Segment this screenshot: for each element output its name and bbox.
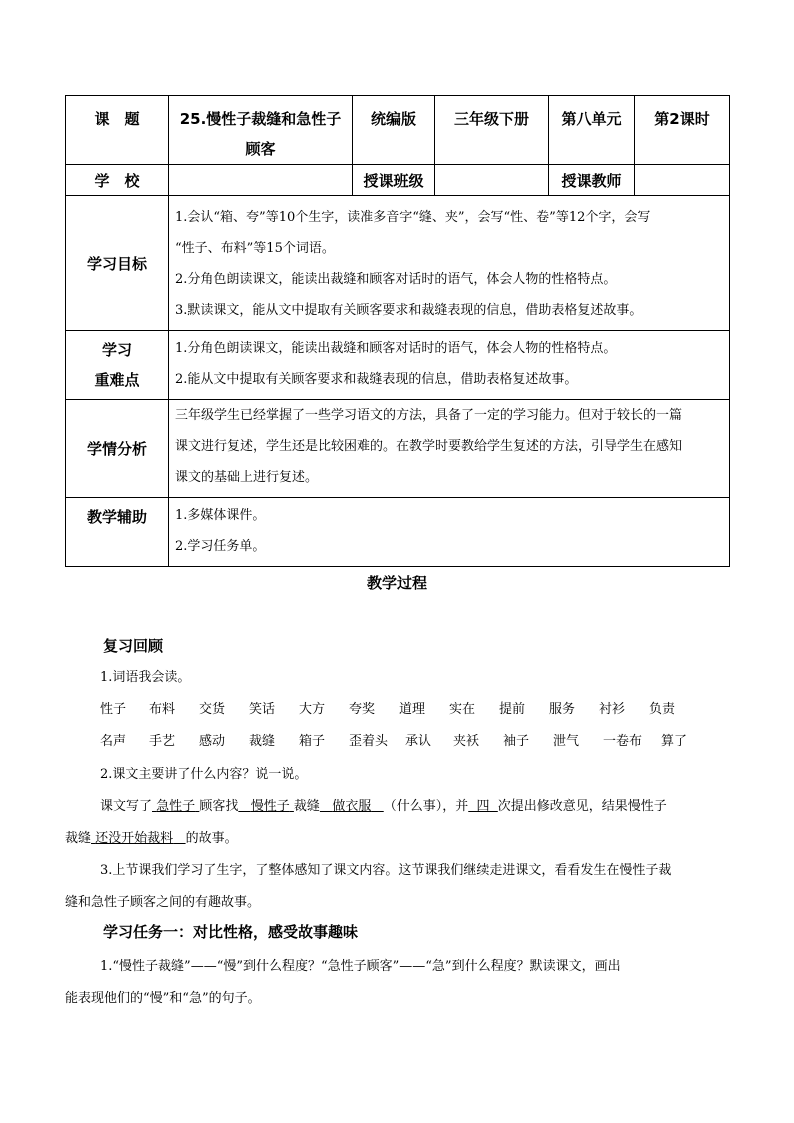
- key-points-label-1: 学习: [101, 341, 132, 359]
- teacher-label: 授课教师: [549, 165, 635, 196]
- review-heading: 复习回顾: [103, 637, 164, 655]
- aids-content: [169, 498, 730, 567]
- school-label: 学 校: [66, 165, 169, 196]
- lesson-title: 25.慢性子裁缝和急性子顾客: [169, 96, 353, 165]
- fill-text: 的故事。: [185, 831, 238, 846]
- goals-content: [169, 196, 730, 331]
- key-point-line: 2.能从文中提取有关顾客要求和裁缝表现的信息，借助表格复述故事。: [175, 372, 578, 387]
- fill-answer: [320, 799, 384, 814]
- key-points-label-2: 重难点: [94, 371, 140, 389]
- vocab-word: 性子: [100, 702, 127, 717]
- fill-text: 裁缝: [293, 799, 320, 814]
- goal-line: 3.默读课文，能从文中提取有关顾客要求和裁缝表现的信息，借助表格复述故事。: [175, 303, 643, 318]
- vocab-word: 承认: [405, 734, 432, 749]
- q3-line-1: 3.上节课我们学习了生字，了整体感知了课文内容。这节课我们继续走进课文，看看发生在慢性子裁: [100, 863, 672, 878]
- fill-answer-text: 还没开始裁料: [95, 831, 174, 846]
- vocab-word: 袖子: [503, 734, 530, 749]
- vocab-word: 衬衫: [599, 702, 626, 717]
- vocab-word: 手艺: [149, 734, 176, 749]
- fill-text: 次提出修改意见，结果慢性子: [497, 799, 667, 814]
- vocab-word: 泄气: [553, 734, 580, 749]
- fill-answer-text: 急性子: [156, 799, 196, 814]
- key-points-row: [66, 331, 730, 400]
- school-row: [66, 165, 730, 196]
- vocab-word: 负责: [649, 702, 676, 717]
- fill-answer: [468, 799, 498, 814]
- task1-heading: 学习任务一：对比性格，感受故事趣味: [103, 923, 359, 941]
- key-point-line: 1.分角色朗读课文，能读出裁缝和顾客对话时的语气，体会人物的性格特点。: [175, 341, 617, 356]
- vocab-word: 夹袄: [453, 734, 480, 749]
- teacher-value: [635, 165, 730, 196]
- grade: 三年级下册: [435, 96, 549, 165]
- key-points-label: [66, 331, 169, 400]
- fill-text: 课文写了: [100, 799, 153, 814]
- goals-label: 学习目标: [66, 196, 169, 331]
- fill-answer-text: 慢性子: [250, 799, 290, 814]
- vocab-word: 夸奖: [349, 702, 376, 717]
- vocab-row-1: [100, 698, 764, 717]
- fill-text: 裁缝: [65, 831, 92, 846]
- vocab-row-2: [100, 730, 764, 749]
- aids-row: [66, 498, 730, 567]
- vocab-word: 感动: [199, 734, 226, 749]
- vocab-word: 交货: [199, 702, 226, 717]
- vocab-word: 一卷布: [603, 734, 643, 749]
- lesson-info-table: [65, 95, 730, 567]
- fill-answer: [91, 831, 186, 846]
- vocab-word: 歪着头: [349, 734, 389, 749]
- fill-line-1: [100, 795, 764, 814]
- fill-answer: [152, 799, 199, 814]
- q2-line: 2.课文主要讲了什么内容？说一说。: [100, 767, 308, 782]
- class-label: 授课班级: [353, 165, 435, 196]
- lesson-label: 课 题: [66, 96, 169, 165]
- vocab-word: 大方: [299, 702, 326, 717]
- analysis-row: [66, 400, 730, 498]
- process-title: 教学过程: [366, 574, 427, 592]
- analysis-line: 三年级学生已经掌握了一些学习语文的方法，具备了一定的学习能力。但对于较长的一篇: [175, 408, 683, 423]
- aids-label: 教学辅助: [66, 498, 169, 567]
- q3-line-2: 缝和急性子顾客之间的有趣故事。: [65, 895, 261, 910]
- fill-text: 顾客找: [199, 799, 239, 814]
- header-row: [66, 96, 730, 165]
- vocab-word: 服务: [549, 702, 576, 717]
- task1-line-2: 能表现他们的“慢”和“急”的句子。: [65, 991, 261, 1006]
- edition: 统编版: [353, 96, 435, 165]
- vocab-word: 裁缝: [249, 734, 276, 749]
- fill-text: （什么事），并: [383, 799, 469, 814]
- goal-line: 2.分角色朗读课文，能读出裁缝和顾客对话时的语气，体会人物的性格特点。: [175, 272, 617, 287]
- review-section: [65, 636, 729, 656]
- school-value: [169, 165, 353, 196]
- aid-line: 2.学习任务单。: [175, 539, 266, 554]
- class-value: [435, 165, 549, 196]
- vocab-word: 名声: [100, 734, 127, 749]
- goal-line: “性子、布料”等15个词语。: [175, 241, 335, 256]
- unit: 第八单元: [549, 96, 635, 165]
- fill-answer: [238, 799, 294, 814]
- vocab-word: 提前: [499, 702, 526, 717]
- goals-row: [66, 196, 730, 331]
- q1-line: 1.词语我会读。: [100, 670, 191, 685]
- fill-answer-text: 四: [476, 799, 490, 814]
- fill-line-2: [65, 827, 729, 846]
- analysis-line: 课文进行复述，学生还是比较困难的。在教学时要教给学生复述的方法，引导学生在感知: [175, 439, 683, 454]
- vocab-word: 箱子: [299, 734, 326, 749]
- vocab-word: 实在: [449, 702, 476, 717]
- analysis-content: [169, 400, 730, 498]
- vocab-word: 布料: [149, 702, 176, 717]
- period: 第2课时: [635, 96, 730, 165]
- vocab-word: 算了: [661, 734, 688, 749]
- analysis-line: 课文的基础上进行复述。: [175, 470, 319, 485]
- analysis-label: 学情分析: [66, 400, 169, 498]
- vocab-word: 笑话: [249, 702, 276, 717]
- aid-line: 1.多媒体课件。: [175, 508, 266, 523]
- goal-line: 1.会认“箱、夸”等10个生字，读准多音字“缝、夹”，会写“性、卷”等12个字，会写: [175, 210, 651, 225]
- key-points-content: [169, 331, 730, 400]
- vocab-word: 道理: [399, 702, 426, 717]
- task1-line-1: 1.“慢性子裁缝”——“慢”到什么程度？“急性子顾客”——“急”到什么程度？默读课文，画出: [100, 959, 621, 974]
- fill-answer-text: 做衣服: [332, 799, 372, 814]
